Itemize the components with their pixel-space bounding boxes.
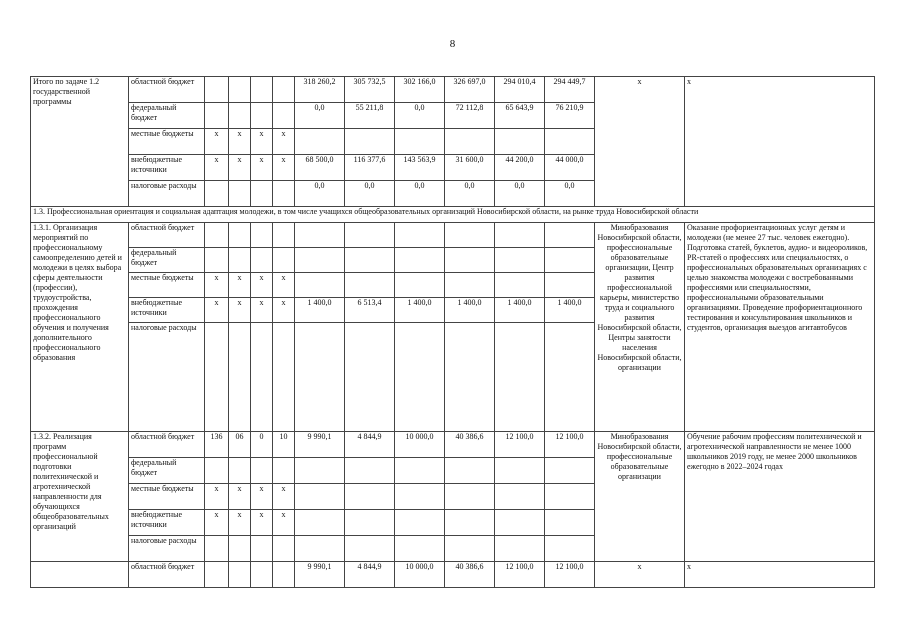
budget-code: x — [205, 484, 229, 510]
amount-cell: 0,0 — [445, 181, 495, 207]
amount-cell — [495, 323, 545, 432]
amount-cell — [445, 248, 495, 273]
budget-code — [251, 323, 273, 432]
amount-cell — [295, 273, 345, 298]
budget-code: x — [251, 298, 273, 323]
amount-cell — [445, 323, 495, 432]
amount-cell — [395, 248, 445, 273]
budget-code: x — [273, 273, 295, 298]
result-cell: x — [685, 562, 875, 588]
section-heading: 1.3. Профессиональная ориентация и социальная адаптация молодежи, в том числе учащихся общеобразовательных организаций Новосибирской области, на рынке труда Новосибирской области — [31, 207, 875, 223]
amount-cell — [345, 510, 395, 536]
amount-cell: 0,0 — [295, 103, 345, 129]
budget-code — [251, 223, 273, 248]
amount-cell: 318 260,2 — [295, 77, 345, 103]
amount-cell: 55 211,8 — [345, 103, 395, 129]
budget-code — [205, 103, 229, 129]
budget-code — [229, 77, 251, 103]
amount-cell: 9 990,1 — [295, 432, 345, 458]
page-number: 8 — [449, 38, 456, 50]
budget-code — [251, 536, 273, 562]
budget-code — [229, 458, 251, 484]
amount-cell — [445, 223, 495, 248]
funding-source: внебюджетные источники — [129, 298, 205, 323]
amount-cell: 143 563,9 — [395, 155, 445, 181]
budget-code — [229, 248, 251, 273]
amount-cell — [295, 323, 345, 432]
budget-code: x — [273, 298, 295, 323]
amount-cell: 116 377,6 — [345, 155, 395, 181]
funding-source: областной бюджет — [129, 432, 205, 458]
amount-cell — [295, 129, 345, 155]
amount-cell — [345, 458, 395, 484]
amount-cell: 0,0 — [395, 181, 445, 207]
budget-code: x — [205, 298, 229, 323]
amount-cell: 326 697,0 — [445, 77, 495, 103]
funding-source: областной бюджет — [129, 77, 205, 103]
amount-cell — [295, 536, 345, 562]
funding-source: внебюджетные источники — [129, 510, 205, 536]
amount-cell: 76 210,9 — [545, 103, 595, 129]
budget-code — [273, 103, 295, 129]
funding-source: федеральный бюджет — [129, 248, 205, 273]
table-row — [31, 562, 875, 588]
amount-cell — [395, 129, 445, 155]
amount-cell: 12 100,0 — [545, 432, 595, 458]
funding-source: федеральный бюджет — [129, 103, 205, 129]
budget-code — [251, 562, 273, 588]
amount-cell: 302 166,0 — [395, 77, 445, 103]
amount-cell: 1 400,0 — [495, 298, 545, 323]
budget-code: x — [229, 484, 251, 510]
amount-cell: 72 112,8 — [445, 103, 495, 129]
amount-cell: 68 500,0 — [295, 155, 345, 181]
amount-cell — [495, 510, 545, 536]
budget-code — [205, 458, 229, 484]
amount-cell — [495, 458, 545, 484]
amount-cell — [345, 129, 395, 155]
budget-code — [251, 458, 273, 484]
amount-cell: 9 990,1 — [295, 562, 345, 588]
budget-code — [229, 323, 251, 432]
amount-cell: 0,0 — [345, 181, 395, 207]
amount-cell — [545, 223, 595, 248]
amount-cell — [445, 273, 495, 298]
amount-cell: 4 844,9 — [345, 432, 395, 458]
amount-cell — [445, 510, 495, 536]
amount-cell: 1 400,0 — [545, 298, 595, 323]
amount-cell — [445, 536, 495, 562]
budget-code — [273, 181, 295, 207]
amount-cell: 294 449,7 — [545, 77, 595, 103]
executor-cell: Минобразования Новосибирской области, профессиональные образовательные организации — [595, 432, 685, 562]
budget-code — [205, 77, 229, 103]
budget-code: x — [229, 155, 251, 181]
amount-cell — [395, 323, 445, 432]
amount-cell: 294 010,4 — [495, 77, 545, 103]
row-label: Итого по задаче 1.2 государственной программы — [31, 77, 129, 207]
budget-code: x — [273, 155, 295, 181]
budget-code: x — [251, 155, 273, 181]
budget-code — [273, 248, 295, 273]
amount-cell: 40 386,6 — [445, 432, 495, 458]
table-row — [31, 432, 875, 458]
funding-source: налоговые расходы — [129, 181, 205, 207]
amount-cell: 0,0 — [545, 181, 595, 207]
row-label: 1.3.1. Организация мероприятий по профессиональному самоопределению детей и молодежи в целях выбора сферы деятельности (профессии), трудоустройства, прохождения профессионального обучения и получения дополнительного профессионального образования — [31, 223, 129, 432]
amount-cell — [345, 484, 395, 510]
budget-code: x — [205, 129, 229, 155]
budget-code — [251, 181, 273, 207]
budget-code: x — [205, 155, 229, 181]
amount-cell — [295, 484, 345, 510]
budget-code: 10 — [273, 432, 295, 458]
budget-code — [205, 536, 229, 562]
budget-code: 0 — [251, 432, 273, 458]
amount-cell — [395, 458, 445, 484]
budget-code — [273, 562, 295, 588]
row-label — [31, 562, 129, 588]
amount-cell — [545, 273, 595, 298]
amount-cell — [345, 536, 395, 562]
budget-code: x — [251, 510, 273, 536]
amount-cell — [395, 536, 445, 562]
amount-cell — [495, 223, 545, 248]
amount-cell — [395, 484, 445, 510]
budget-code — [251, 103, 273, 129]
section-row — [31, 207, 875, 223]
budget-code: 136 — [205, 432, 229, 458]
executor-cell: Минобразования Новосибирской области, профессиональные образовательные организации, Центр развития профессиональной карьеры, министерство труда и социального развития Новосибирской области, Центры занятости населения Новосибирской области, организации — [595, 223, 685, 432]
budget-code — [229, 181, 251, 207]
budget-code: x — [251, 273, 273, 298]
amount-cell — [345, 223, 395, 248]
amount-cell: 10 000,0 — [395, 562, 445, 588]
amount-cell: 0,0 — [295, 181, 345, 207]
budget-code — [229, 536, 251, 562]
amount-cell — [445, 484, 495, 510]
budget-code: x — [251, 484, 273, 510]
result-cell: Обучение рабочим профессиям политехнической и агротехнической направленности не менее 1000 школьников 2019 году, не менее 2000 школьников ежегодно в 2022–2024 годах — [685, 432, 875, 562]
amount-cell — [345, 248, 395, 273]
amount-cell — [545, 323, 595, 432]
budget-code — [229, 103, 251, 129]
budget-code — [205, 562, 229, 588]
amount-cell — [395, 273, 445, 298]
funding-source: областной бюджет — [129, 562, 205, 588]
amount-cell — [495, 484, 545, 510]
amount-cell: 31 600,0 — [445, 155, 495, 181]
amount-cell — [545, 458, 595, 484]
result-cell: Оказание профориентационных услуг детям и молодежи (не менее 27 тыс. человек ежегодно). Подготовка статей, буклетов, аудио- и видеороликов, PR-статей о профессиях или специальностях, о профессиональных образовательных организациях с целью знакомства молодежи с востребованными профессиями или специальностями, профессиональными образовательными организациями. Проведение профориентационного тестирования и консультирования школьников и студентов, организация выездов агитавтобусов — [685, 223, 875, 432]
budget-code: x — [229, 298, 251, 323]
amount-cell: 4 844,9 — [345, 562, 395, 588]
funding-source: федеральный бюджет — [129, 458, 205, 484]
budget-code — [273, 323, 295, 432]
amount-cell: 1 400,0 — [295, 298, 345, 323]
amount-cell — [295, 458, 345, 484]
budget-code — [205, 323, 229, 432]
amount-cell — [445, 129, 495, 155]
funding-source: местные бюджеты — [129, 484, 205, 510]
amount-cell: 12 100,0 — [495, 432, 545, 458]
amount-cell: 6 513,4 — [345, 298, 395, 323]
amount-cell — [495, 273, 545, 298]
amount-cell — [395, 510, 445, 536]
amount-cell: 44 200,0 — [495, 155, 545, 181]
funding-source: налоговые расходы — [129, 536, 205, 562]
amount-cell — [545, 248, 595, 273]
program-table — [30, 76, 875, 588]
amount-cell — [545, 510, 595, 536]
amount-cell: 305 732,5 — [345, 77, 395, 103]
amount-cell — [545, 129, 595, 155]
funding-source: областной бюджет — [129, 223, 205, 248]
amount-cell — [545, 536, 595, 562]
amount-cell — [495, 248, 545, 273]
amount-cell — [295, 223, 345, 248]
amount-cell: 44 000,0 — [545, 155, 595, 181]
amount-cell: 0,0 — [495, 181, 545, 207]
budget-code: x — [205, 510, 229, 536]
budget-code: x — [273, 510, 295, 536]
table-row — [31, 77, 875, 103]
budget-code — [229, 562, 251, 588]
amount-cell: 0,0 — [395, 103, 445, 129]
funding-source: местные бюджеты — [129, 273, 205, 298]
amount-cell: 12 100,0 — [545, 562, 595, 588]
amount-cell — [495, 536, 545, 562]
budget-code — [229, 223, 251, 248]
budget-code: x — [229, 510, 251, 536]
amount-cell: 65 643,9 — [495, 103, 545, 129]
budget-code: x — [251, 129, 273, 155]
budget-code — [273, 77, 295, 103]
result-cell: x — [685, 77, 875, 207]
budget-code — [251, 77, 273, 103]
amount-cell — [495, 129, 545, 155]
amount-cell — [545, 484, 595, 510]
amount-cell: 12 100,0 — [495, 562, 545, 588]
amount-cell — [345, 273, 395, 298]
budget-code — [205, 223, 229, 248]
amount-cell: 10 000,0 — [395, 432, 445, 458]
amount-cell — [345, 323, 395, 432]
budget-code — [273, 536, 295, 562]
budget-code: x — [229, 129, 251, 155]
budget-code: x — [205, 273, 229, 298]
amount-cell — [295, 510, 345, 536]
budget-code — [273, 223, 295, 248]
amount-cell — [395, 223, 445, 248]
amount-cell: 1 400,0 — [395, 298, 445, 323]
budget-code — [273, 458, 295, 484]
table-row — [31, 223, 875, 248]
budget-code — [205, 248, 229, 273]
budget-code: x — [273, 129, 295, 155]
executor-cell: x — [595, 562, 685, 588]
budget-code: x — [229, 273, 251, 298]
row-label: 1.3.2. Реализация программ профессиональной подготовки политехнической и агротехнической направленности для обучающихся общеобразовательных организаций — [31, 432, 129, 562]
funding-source: внебюджетные источники — [129, 155, 205, 181]
amount-cell — [295, 248, 345, 273]
amount-cell — [445, 458, 495, 484]
amount-cell: 1 400,0 — [445, 298, 495, 323]
budget-code — [205, 181, 229, 207]
budget-code: x — [273, 484, 295, 510]
funding-source: налоговые расходы — [129, 323, 205, 432]
budget-code — [251, 248, 273, 273]
amount-cell: 40 386,6 — [445, 562, 495, 588]
budget-code: 06 — [229, 432, 251, 458]
executor-cell: x — [595, 77, 685, 207]
funding-source: местные бюджеты — [129, 129, 205, 155]
